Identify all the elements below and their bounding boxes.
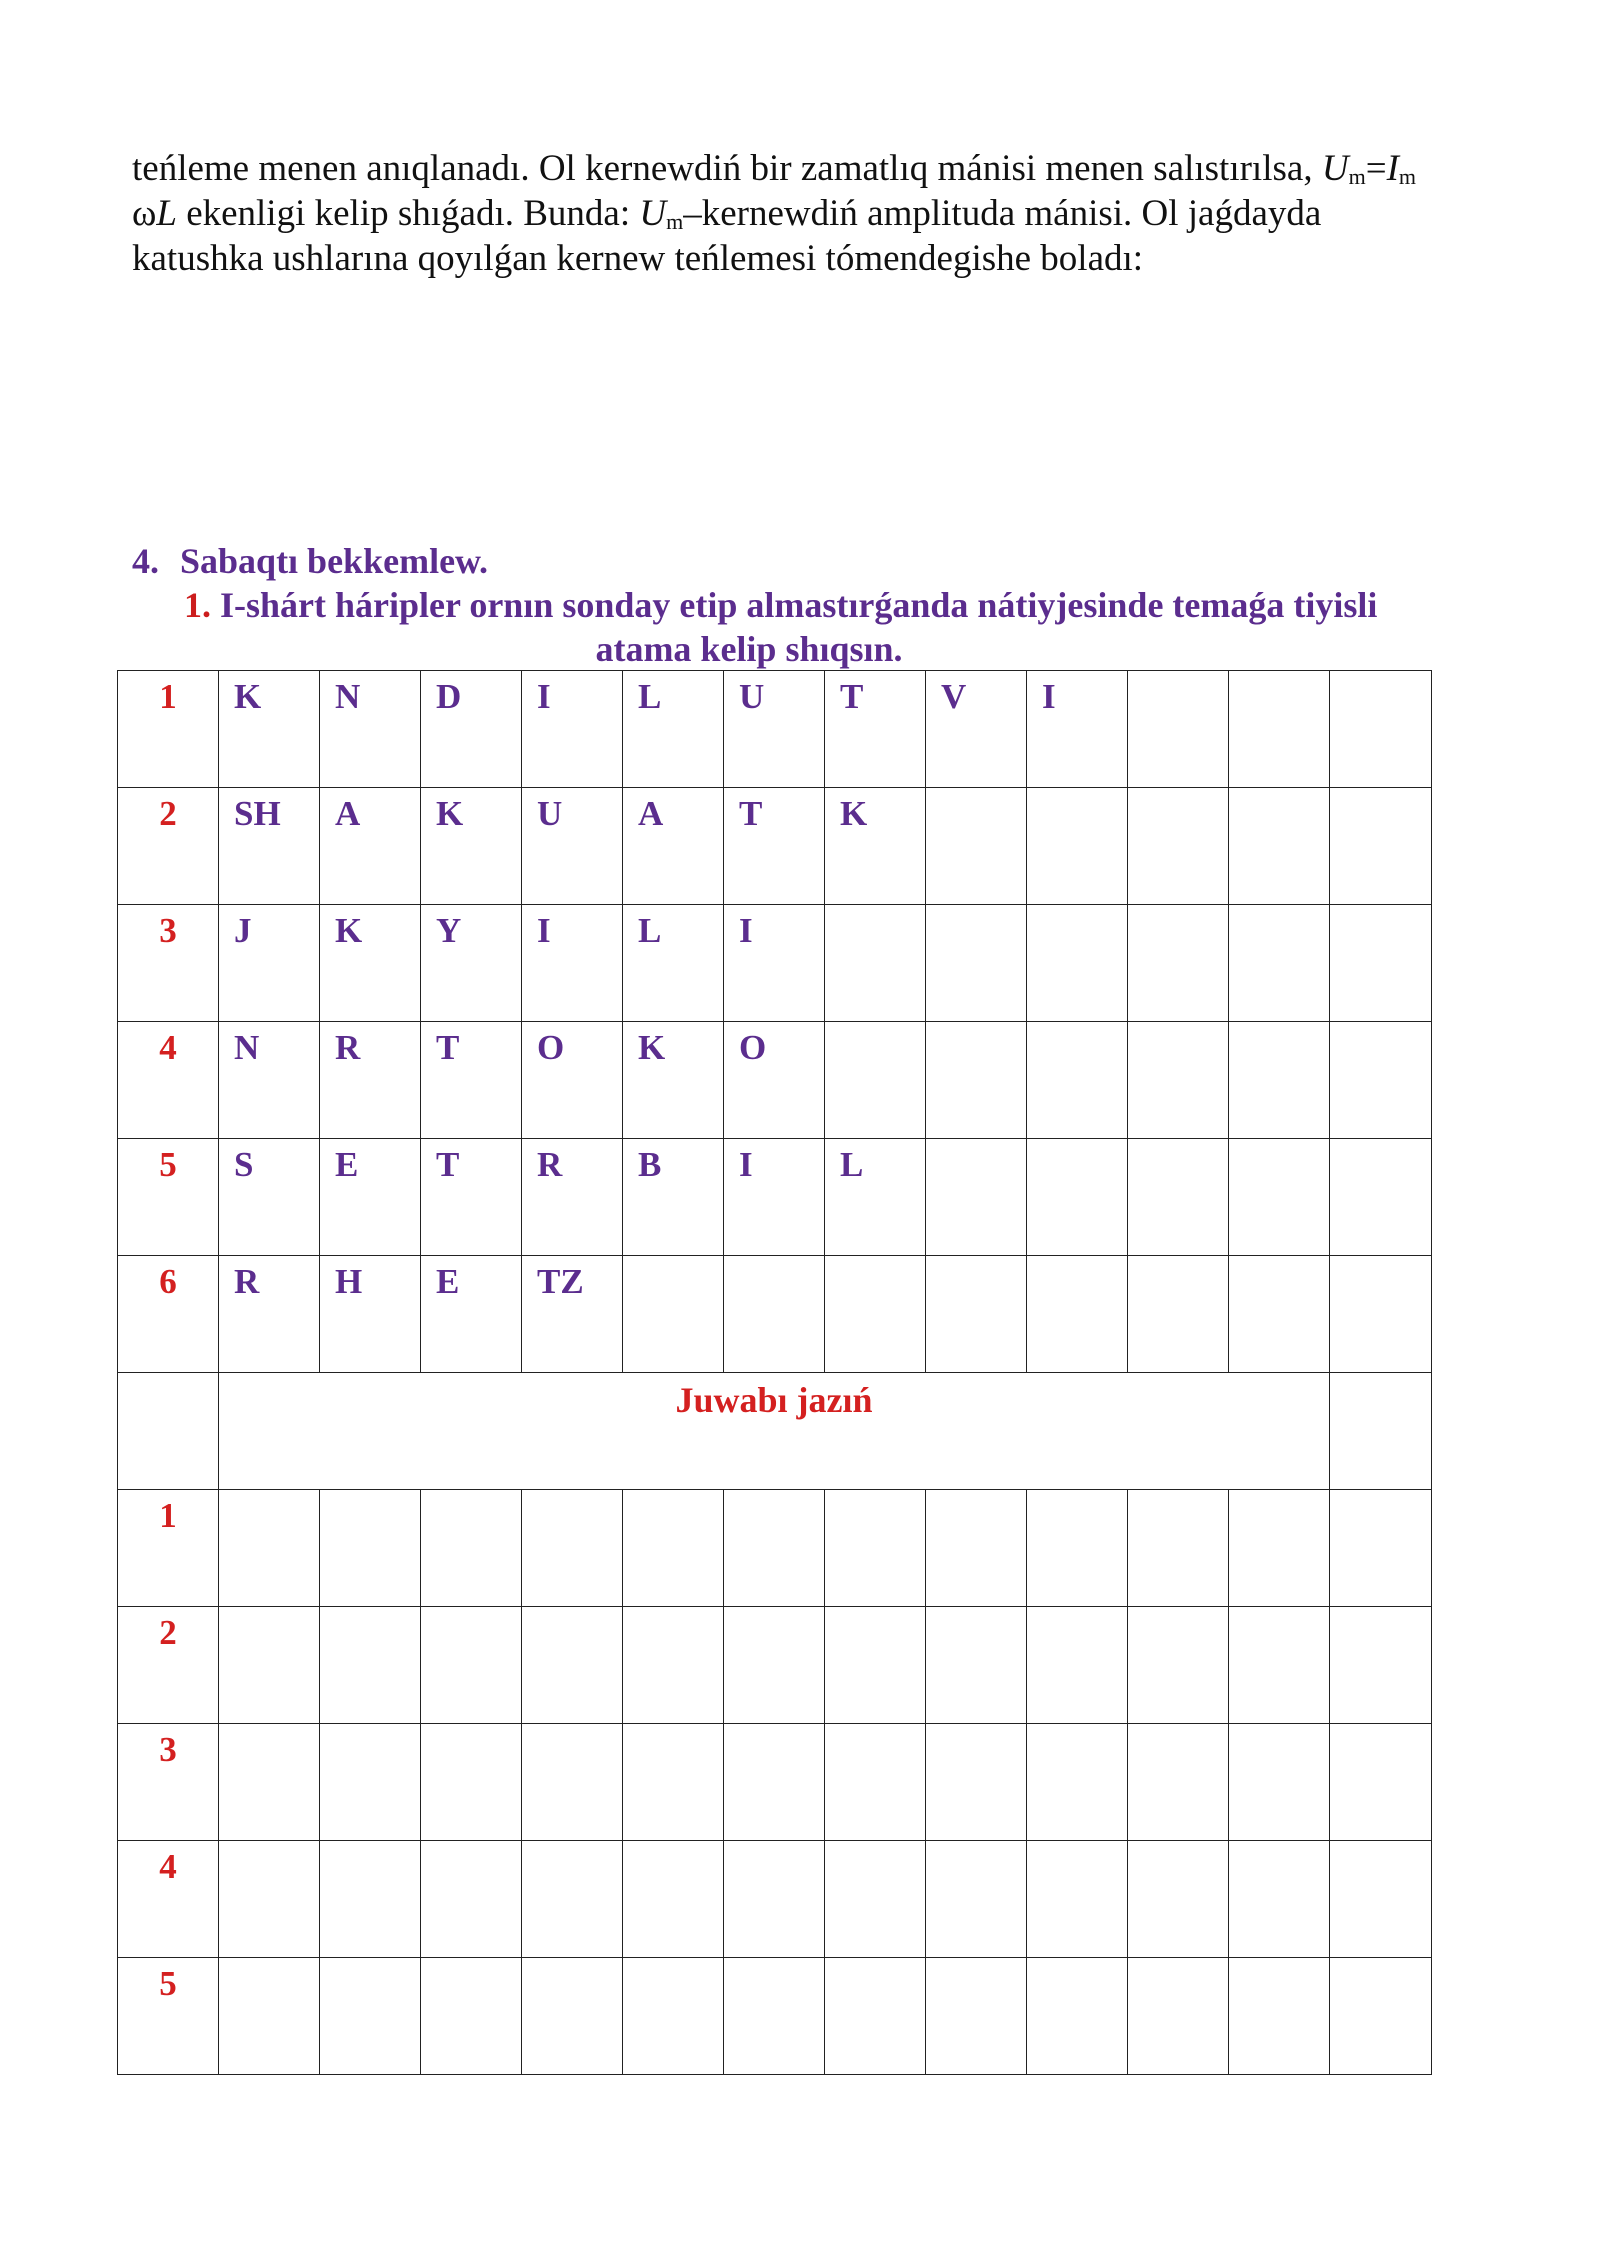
answer-row-number: 3	[118, 1724, 219, 1841]
puzzle-row	[118, 905, 1432, 1022]
puzzle-letter-cell: I	[1027, 671, 1128, 788]
symbol-omega: ω	[132, 193, 157, 234]
intro-line-1	[132, 146, 1432, 191]
answer-input-cell[interactable]	[1128, 1490, 1229, 1607]
puzzle-letter-cell: V	[926, 671, 1027, 788]
answer-input-cell[interactable]	[623, 1724, 724, 1841]
puzzle-letter-cell	[1128, 905, 1229, 1022]
task-text-line-1: I-shárt háripler ornın sonday etip almastırǵanda nátiyjesinde temaǵa tiyisli	[211, 585, 1378, 625]
puzzle-letter-cell	[724, 1256, 825, 1373]
answer-input-cell[interactable]	[522, 1490, 623, 1607]
answer-input-cell[interactable]	[1027, 1490, 1128, 1607]
subscript-m: m	[666, 209, 684, 234]
answer-input-cell[interactable]	[1128, 1958, 1229, 2075]
symbol-U: U	[1321, 148, 1349, 189]
puzzle-row-number: 2	[118, 788, 219, 905]
task-instruction	[184, 583, 1444, 671]
answer-input-cell[interactable]	[219, 1841, 320, 1958]
puzzle-letter-cell	[926, 788, 1027, 905]
puzzle-letter-cell	[825, 1256, 926, 1373]
answer-input-cell[interactable]	[421, 1958, 522, 2075]
puzzle-letter-cell: L	[623, 671, 724, 788]
answer-input-cell[interactable]	[1229, 1958, 1330, 2075]
puzzle-letter-cell: I	[522, 671, 623, 788]
puzzle-letter-cell	[1128, 1022, 1229, 1139]
puzzle-letter-cell	[1330, 1256, 1432, 1373]
task-text-line-2: atama kelip shıqsın.	[595, 629, 903, 669]
puzzle-row-number: 5	[118, 1139, 219, 1256]
puzzle-letter-cell: K	[320, 905, 421, 1022]
answer-input-cell[interactable]	[219, 1490, 320, 1607]
puzzle-letter-cell: U	[724, 671, 825, 788]
answer-input-cell[interactable]	[724, 1841, 825, 1958]
puzzle-letter-cell	[825, 905, 926, 1022]
puzzle-letter-cell: K	[421, 788, 522, 905]
intro-text: –kernewdiń amplituda mánisi. Ol jaǵdayda	[683, 193, 1322, 234]
puzzle-letter-cell: K	[219, 671, 320, 788]
answer-input-cell[interactable]	[724, 1607, 825, 1724]
answer-input-cell[interactable]	[1330, 1841, 1432, 1958]
task-number: 1.	[184, 585, 211, 625]
puzzle-row	[118, 671, 1432, 788]
puzzle-letter-cell: D	[421, 671, 522, 788]
answer-input-cell[interactable]	[421, 1490, 522, 1607]
puzzle-letter-cell	[1229, 905, 1330, 1022]
answer-input-cell[interactable]	[1330, 1607, 1432, 1724]
intro-line-2	[132, 191, 1432, 236]
answer-input-cell[interactable]	[926, 1841, 1027, 1958]
answer-input-cell[interactable]	[320, 1724, 421, 1841]
answer-row	[118, 1607, 1432, 1724]
answer-input-cell[interactable]	[1229, 1607, 1330, 1724]
answer-input-cell[interactable]	[1330, 1958, 1432, 2075]
answer-input-cell[interactable]	[1229, 1841, 1330, 1958]
answer-input-cell[interactable]	[522, 1724, 623, 1841]
answer-input-cell[interactable]	[320, 1958, 421, 2075]
puzzle-letter-cell: I	[724, 905, 825, 1022]
puzzle-letter-cell	[1229, 1256, 1330, 1373]
answer-input-cell[interactable]	[1027, 1841, 1128, 1958]
answer-input-cell[interactable]	[825, 1841, 926, 1958]
puzzle-letter-cell: A	[320, 788, 421, 905]
answer-input-cell[interactable]	[1330, 1490, 1432, 1607]
section-number: 4.	[132, 541, 159, 581]
answer-input-cell[interactable]	[1330, 1724, 1432, 1841]
subscript-m: m	[1398, 164, 1417, 189]
puzzle-row-number: 4	[118, 1022, 219, 1139]
answer-header-label: Juwabı jazıń	[219, 1373, 1330, 1490]
answer-input-cell[interactable]	[623, 1607, 724, 1724]
puzzle-letter-cell	[1229, 788, 1330, 905]
puzzle-letter-cell	[1330, 1139, 1432, 1256]
intro-line-3: katushka ushlarına qoyılǵan kernew teńlemesi tómendegishe boladı:	[132, 238, 1144, 279]
answer-input-cell[interactable]	[1229, 1490, 1330, 1607]
answer-input-cell[interactable]	[219, 1958, 320, 2075]
puzzle-letter-cell: L	[623, 905, 724, 1022]
puzzle-letter-cell	[1128, 671, 1229, 788]
puzzle-letter-cell: O	[522, 1022, 623, 1139]
answer-input-cell[interactable]	[522, 1841, 623, 1958]
puzzle-letter-cell: E	[421, 1256, 522, 1373]
answer-header-row	[118, 1373, 1432, 1490]
puzzle-letter-cell: T	[421, 1022, 522, 1139]
answer-input-cell[interactable]	[825, 1490, 926, 1607]
answer-input-cell[interactable]	[522, 1607, 623, 1724]
puzzle-letter-cell	[1128, 1256, 1229, 1373]
puzzle-letter-cell: I	[724, 1139, 825, 1256]
puzzle-letter-cell: R	[522, 1139, 623, 1256]
answer-input-cell[interactable]	[623, 1490, 724, 1607]
answer-input-cell[interactable]	[926, 1607, 1027, 1724]
puzzle-letter-cell	[1027, 905, 1128, 1022]
answer-header-blank-cell	[118, 1373, 219, 1490]
answer-row	[118, 1958, 1432, 2075]
puzzle-letter-cell: A	[623, 788, 724, 905]
puzzle-letter-cell: SH	[219, 788, 320, 905]
puzzle-row	[118, 1022, 1432, 1139]
puzzle-row-number: 6	[118, 1256, 219, 1373]
puzzle-letter-cell: B	[623, 1139, 724, 1256]
puzzle-row-number: 3	[118, 905, 219, 1022]
symbol-L: L	[156, 193, 177, 234]
answer-input-cell[interactable]	[421, 1841, 522, 1958]
puzzle-letter-cell: U	[522, 788, 623, 905]
puzzle-letter-cell	[1229, 1139, 1330, 1256]
puzzle-letter-cell	[926, 1256, 1027, 1373]
puzzle-letter-cell	[1330, 905, 1432, 1022]
answer-header-blank-cell	[1330, 1373, 1432, 1490]
answer-input-cell[interactable]	[1128, 1607, 1229, 1724]
puzzle-letter-cell: N	[320, 671, 421, 788]
answer-input-cell[interactable]	[623, 1958, 724, 2075]
puzzle-letter-cell: T	[724, 788, 825, 905]
answer-input-cell[interactable]	[825, 1607, 926, 1724]
puzzle-letter-cell: S	[219, 1139, 320, 1256]
puzzle-letter-cell	[1128, 1139, 1229, 1256]
answer-input-cell[interactable]	[1027, 1724, 1128, 1841]
puzzle-letter-cell: K	[623, 1022, 724, 1139]
intro-text: ekenligi kelip shıǵadı. Bunda:	[176, 193, 640, 234]
answer-input-cell[interactable]	[1128, 1724, 1229, 1841]
puzzle-letter-cell: L	[825, 1139, 926, 1256]
answer-input-cell[interactable]	[926, 1958, 1027, 2075]
puzzle-grid	[117, 670, 1432, 2075]
puzzle-letter-cell: TZ	[522, 1256, 623, 1373]
puzzle-letter-cell	[1330, 671, 1432, 788]
answer-input-cell[interactable]	[623, 1841, 724, 1958]
answer-row	[118, 1841, 1432, 1958]
subscript-m: m	[1348, 164, 1366, 189]
puzzle-letter-cell	[1027, 1139, 1128, 1256]
puzzle-letter-cell	[1330, 788, 1432, 905]
puzzle-letter-cell: N	[219, 1022, 320, 1139]
symbol-U: U	[639, 193, 667, 234]
puzzle-letter-cell: K	[825, 788, 926, 905]
puzzle-letter-cell: E	[320, 1139, 421, 1256]
puzzle-row	[118, 1256, 1432, 1373]
puzzle-letter-cell: T	[825, 671, 926, 788]
answer-row-number: 2	[118, 1607, 219, 1724]
answer-row-number: 4	[118, 1841, 219, 1958]
puzzle-letter-cell: I	[522, 905, 623, 1022]
puzzle-letter-cell: H	[320, 1256, 421, 1373]
puzzle-grid-body	[118, 671, 1432, 2075]
puzzle-letter-cell	[1229, 671, 1330, 788]
equals-sign: =	[1365, 148, 1387, 189]
puzzle-letter-cell: J	[219, 905, 320, 1022]
answer-input-cell[interactable]	[522, 1958, 623, 2075]
section-heading	[132, 540, 488, 582]
answer-row	[118, 1490, 1432, 1607]
answer-input-cell[interactable]	[320, 1490, 421, 1607]
puzzle-letter-cell	[623, 1256, 724, 1373]
symbol-I: I	[1386, 148, 1399, 189]
puzzle-letter-cell	[1229, 1022, 1330, 1139]
puzzle-letter-cell	[1027, 788, 1128, 905]
answer-input-cell[interactable]	[219, 1607, 320, 1724]
puzzle-row-number: 1	[118, 671, 219, 788]
answer-input-cell[interactable]	[825, 1724, 926, 1841]
answer-input-cell[interactable]	[320, 1841, 421, 1958]
answer-input-cell[interactable]	[1128, 1841, 1229, 1958]
puzzle-letter-cell	[926, 1139, 1027, 1256]
answer-input-cell[interactable]	[724, 1724, 825, 1841]
section-title: Sabaqtı bekkemlew.	[180, 541, 489, 581]
puzzle-letter-cell: O	[724, 1022, 825, 1139]
puzzle-row	[118, 788, 1432, 905]
answer-input-cell[interactable]	[219, 1724, 320, 1841]
puzzle-letter-cell	[1027, 1022, 1128, 1139]
answer-input-cell[interactable]	[825, 1958, 926, 2075]
puzzle-letter-cell	[926, 1022, 1027, 1139]
intro-text: teńleme menen anıqlanadı. Ol kernewdiń bir zamatlıq mánisi menen salıstırılsa,	[132, 148, 1322, 189]
answer-input-cell[interactable]	[320, 1607, 421, 1724]
answer-row-number: 5	[118, 1958, 219, 2075]
answer-input-cell[interactable]	[421, 1607, 522, 1724]
puzzle-letter-cell	[825, 1022, 926, 1139]
puzzle-letter-cell: T	[421, 1139, 522, 1256]
puzzle-letter-cell	[1128, 788, 1229, 905]
puzzle-letter-cell: R	[219, 1256, 320, 1373]
puzzle-letter-cell: Y	[421, 905, 522, 1022]
answer-input-cell[interactable]	[1027, 1607, 1128, 1724]
answer-row	[118, 1724, 1432, 1841]
puzzle-letter-cell	[1027, 1256, 1128, 1373]
answer-input-cell[interactable]	[1229, 1724, 1330, 1841]
answer-input-cell[interactable]	[1027, 1958, 1128, 2075]
answer-input-cell[interactable]	[724, 1958, 825, 2075]
answer-input-cell[interactable]	[926, 1490, 1027, 1607]
answer-input-cell[interactable]	[724, 1490, 825, 1607]
puzzle-letter-cell	[926, 905, 1027, 1022]
puzzle-letter-cell: R	[320, 1022, 421, 1139]
answer-input-cell[interactable]	[421, 1724, 522, 1841]
intro-paragraph	[132, 146, 1432, 281]
puzzle-letter-cell	[1330, 1022, 1432, 1139]
puzzle-row	[118, 1139, 1432, 1256]
answer-row-number: 1	[118, 1490, 219, 1607]
answer-input-cell[interactable]	[926, 1724, 1027, 1841]
